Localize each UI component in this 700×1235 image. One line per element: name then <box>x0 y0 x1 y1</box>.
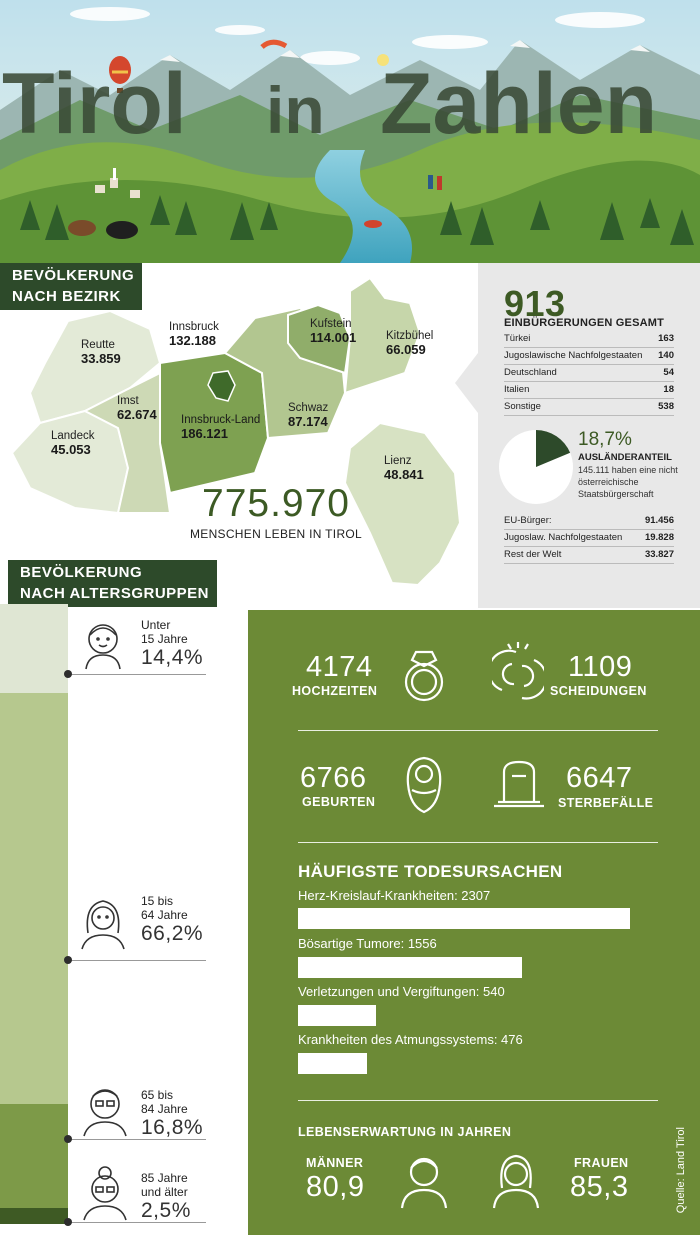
foreigner-share-pie <box>498 429 574 505</box>
deaths-label: STERBEFÄLLE <box>558 796 654 810</box>
age-marker-line <box>68 1222 206 1223</box>
heading-line-2: NACH ALTERSGRUPPEN <box>20 585 210 602</box>
naturalizations-total: 913 <box>504 283 566 324</box>
table-row: Rest der Welt 33.827 <box>504 547 674 564</box>
population-total-caption: MENSCHEN LEBEN IN TIROL <box>189 527 363 541</box>
births-label: GEBURTEN <box>302 795 376 809</box>
hero-title-word-1: Tirol <box>2 56 187 145</box>
age-segment <box>0 693 68 1104</box>
hero-title-word-3: Zahlen <box>380 56 658 145</box>
adult-woman-icon <box>78 893 128 951</box>
death-cause-bar <box>298 957 522 978</box>
life-expectancy-title: LEBENSERWARTUNG IN JAHREN <box>298 1125 512 1139</box>
death-cause-bar <box>298 908 630 929</box>
foreigner-share-note: 145.111 haben eine nicht österreichische Staatsbürgerschaft <box>578 465 678 499</box>
district-label-kufstein: Kufstein 114.001 <box>310 318 357 345</box>
heading-line-1: BEVÖLKERUNG <box>12 267 135 284</box>
population-total-value: 775.970 <box>202 482 350 525</box>
age-group-label-65-84: 65 bis 84 Jahre 16,8% <box>141 1088 204 1139</box>
woman-icon <box>490 1152 542 1210</box>
death-cause-bar <box>298 1005 376 1026</box>
death-cause-label: Herz-Kreislauf-Krankheiten: 2307 <box>298 888 491 903</box>
death-cause-bar <box>298 1053 367 1074</box>
table-row: Jugoslawische Nachfolgestaaten 140 <box>504 348 674 365</box>
table-row: Deutschland 54 <box>504 365 674 382</box>
population-by-age-heading <box>8 560 217 607</box>
man-icon <box>398 1152 450 1210</box>
death-cause-label: Verletzungen und Vergiftungen: 540 <box>298 984 505 999</box>
ring-icon <box>400 646 448 702</box>
district-shape-landeck <box>12 411 128 513</box>
age-marker-line <box>68 960 206 961</box>
vital-stats-panel <box>248 610 700 1235</box>
divider <box>298 1100 658 1101</box>
gravestone-icon <box>492 758 546 810</box>
death-causes-title: HÄUFIGSTE TODESURSACHEN <box>298 862 563 881</box>
age-marker-line <box>68 674 206 675</box>
age-group-label-0-14: Unter 15 Jahre 14,4% <box>141 618 204 669</box>
district-label-lienz: Lienz 48.841 <box>384 455 424 482</box>
age-marker-line <box>68 1139 206 1140</box>
district-label-reutte: Reutte 33.859 <box>81 339 121 366</box>
age-group-label-85-plus: 85 Jahre und älter 2,5% <box>141 1171 191 1222</box>
age-marker-dot <box>64 956 72 964</box>
baby-icon <box>404 756 444 814</box>
district-label-innsbruck-land: Innsbruck-Land 186.121 <box>181 414 261 441</box>
age-segment <box>0 1208 68 1224</box>
age-marker-dot <box>64 670 72 678</box>
hero-illustration <box>0 0 700 263</box>
naturalization-table <box>504 331 674 416</box>
women-life-expectancy: 85,3 <box>570 1171 629 1203</box>
divorces-value: 1109 <box>568 651 633 683</box>
divider <box>298 730 658 731</box>
foreigner-table <box>504 513 674 564</box>
divorces-label: SCHEIDUNGEN <box>550 684 647 698</box>
death-cause-label: Krankheiten des Atmungssystems: 476 <box>298 1032 523 1047</box>
age-segment <box>0 604 68 693</box>
age-segment <box>0 1104 68 1208</box>
source-credit: Quelle: Land Tirol <box>675 1127 687 1214</box>
table-row: EU-Bürger: 91.456 <box>504 513 674 530</box>
population-total <box>186 483 366 541</box>
naturalizations-title: EINBÜRGERUNGEN GESAMT <box>504 317 665 329</box>
broken-ring-icon <box>492 640 544 702</box>
senior-man-icon <box>78 1080 132 1138</box>
table-row: Sonstige 538 <box>504 399 674 416</box>
district-label-landeck: Landeck 45.053 <box>51 430 95 457</box>
weddings-value: 4174 <box>306 651 373 683</box>
hero-title-word-2: in <box>266 73 325 145</box>
heading-line-2: NACH BEZIRK <box>12 288 121 305</box>
naturalization-panel <box>478 263 700 608</box>
foreigner-share-value: 18,7% <box>578 429 632 450</box>
table-row: Italien 18 <box>504 382 674 399</box>
age-marker-dot <box>64 1218 72 1226</box>
women-label: FRAUEN <box>574 1156 629 1170</box>
weddings-label: HOCHZEITEN <box>292 684 378 698</box>
senior-woman-icon <box>78 1163 132 1221</box>
district-label-schwaz: Schwaz 87.174 <box>288 402 329 429</box>
table-row: Türkei 163 <box>504 331 674 348</box>
table-row: Jugoslaw. Nachfolgestaaten 19.828 <box>504 530 674 547</box>
age-marker-dot <box>64 1135 72 1143</box>
hero-title-graphic <box>0 55 700 145</box>
men-life-expectancy: 80,9 <box>306 1171 365 1203</box>
deaths-value: 6647 <box>566 762 633 794</box>
district-label-kitzbuehel: Kitzbühel 66.059 <box>386 330 434 357</box>
child-icon <box>78 617 128 671</box>
births-value: 6766 <box>300 762 367 794</box>
heading-line-1: BEVÖLKERUNG <box>20 564 143 581</box>
age-group-label-15-64: 15 bis 64 Jahre 66,2% <box>141 894 204 945</box>
divider <box>298 842 658 843</box>
men-label: MÄNNER <box>306 1156 364 1170</box>
death-cause-label: Bösartige Tumore: 1556 <box>298 936 437 951</box>
foreigner-share-title: AUSLÄNDERANTEIL <box>578 452 672 463</box>
district-label-imst: Imst 62.674 <box>117 395 157 422</box>
district-label-innsbruck: Innsbruck 132.188 <box>169 321 219 348</box>
